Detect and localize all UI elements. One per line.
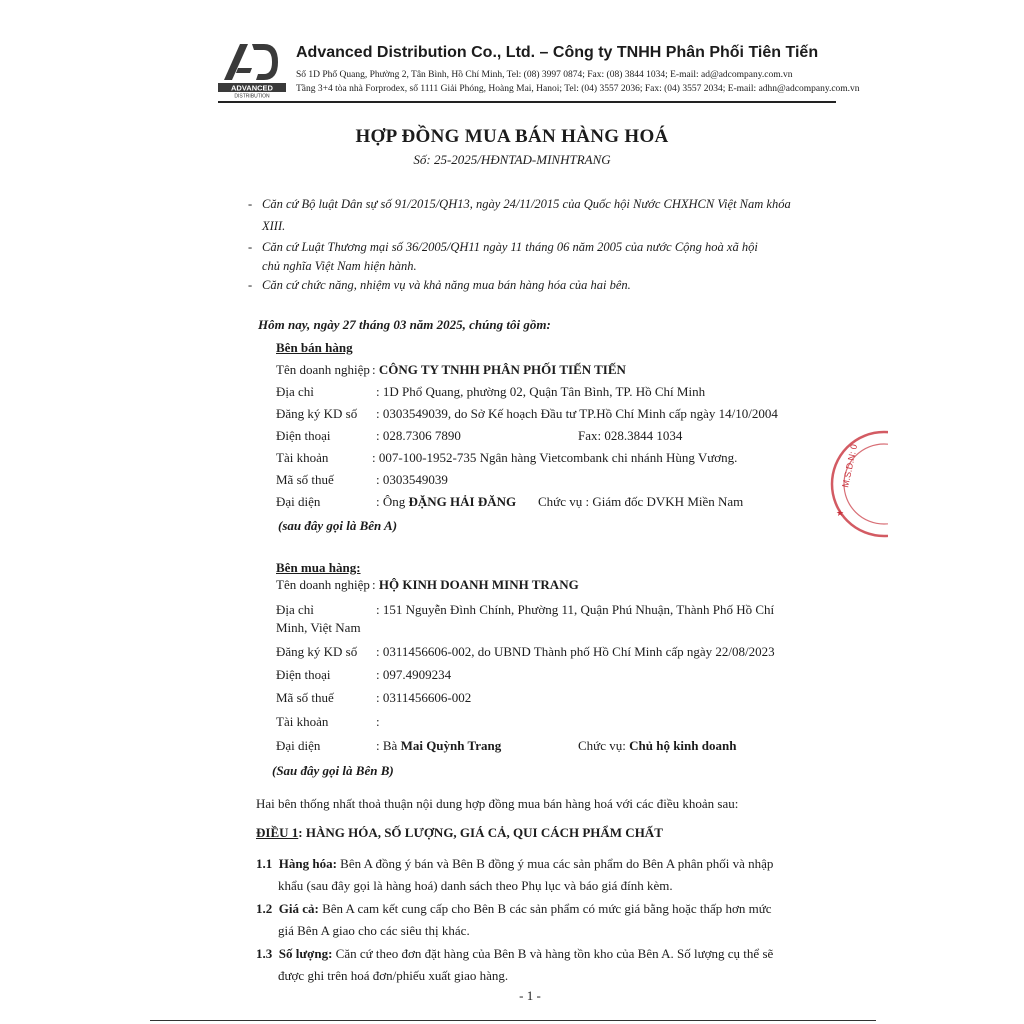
buyer-alias: (Sau đây gọi là Bên B) [272, 763, 394, 778]
buyer-address: : 151 Nguyễn Đình Chính, Phường 11, Quận Phú Nhuận, Thành Phố Hồ Chí [376, 602, 775, 617]
seller-name-label: Tên doanh nghiệp [276, 362, 370, 377]
buyer-heading: Bên mua hàng: [276, 560, 361, 575]
svg-text:DISTRIBUTION: DISTRIBUTION [234, 93, 270, 98]
seller-name: : CÔNG TY TNHH PHÂN PHỐI TIẾN TIẾN [372, 362, 626, 377]
clause-1-3-cont: được ghi trên hoá đơn/phiếu xuất giao hàng. [278, 968, 509, 983]
seller-phone-label: Điện thoại [276, 428, 331, 443]
agreement-statement: Hai bên thống nhất thoả thuận nội dung hợp đồng mua bán hàng hoá với các điều khoản sau: [256, 796, 739, 811]
buyer-tax-label: Mã số thuế [276, 690, 334, 705]
document-title: HỢP ĐỒNG MUA BÁN HÀNG HOÁ [355, 126, 669, 147]
seller-reg-label: Đăng ký KD số [276, 406, 358, 421]
clause-1-2-cont: giá Bên A giao cho các siêu thị khác. [278, 923, 470, 938]
seller-rep-label: Đại diện [276, 494, 321, 509]
buyer-reg-label: Đăng ký KD số [276, 644, 358, 659]
seller-rep: : Ông ĐẶNG HẢI ĐĂNG [376, 494, 517, 509]
clause-1-3: 1.3 Số lượng: Căn cứ theo đơn đặt hàng của Bên B và hàng tồn kho của Bên A. Số lượng cụ thể sẽ [256, 946, 774, 961]
buyer-rep-label: Đại diện [276, 738, 321, 753]
buyer-position: Chức vụ: Chủ hộ kinh doanh [578, 738, 737, 753]
article-1-heading: ĐIỀU 1: HÀNG HÓA, SỐ LƯỢNG, GIÁ CẢ, QUI CÁCH PHẨM CHẤT [256, 825, 663, 840]
buyer-address-label: Địa chỉ [276, 602, 314, 617]
company-address-line: Tầng 3+4 tòa nhà Forprodex, số 1111 Giải Phóng, Hoàng Mai, Hanoi; Tel: (04) 3557 2036; Fax: (04) 3557 2034; E-mail: adhn@adcompany.com.vn [296, 84, 860, 94]
header-divider [218, 101, 836, 103]
seller-tax-label: Mã số thuế [276, 472, 334, 487]
footer-divider [150, 1020, 876, 1021]
buyer-tax: : 0311456606-002 [376, 690, 472, 705]
basis-item-cont: chủ nghĩa Việt Nam hiện hành. [262, 259, 417, 273]
seller-heading: Bên bán hàng [276, 340, 353, 355]
red-stamp-fragment [808, 430, 888, 540]
buyer-phone: : 097.4909234 [376, 667, 452, 682]
buyer-name: : HỘ KINH DOANH MINH TRANG [372, 577, 579, 592]
basis-item: - Căn cứ chức năng, nhiệm vụ và khả năng mua bán hàng hóa của hai bên. [248, 278, 631, 292]
contract-date-line: Hôm nay, ngày 27 tháng 03 năm 2025, chúng tôi gồm: [258, 317, 551, 332]
buyer-reg: : 0311456606-002, do UBND Thành phố Hồ Chí Minh cấp ngày 22/08/2023 [376, 644, 775, 659]
buyer-phone-label: Điện thoại [276, 667, 331, 682]
buyer-account-label: Tài khoản [276, 714, 329, 729]
seller-account: : 007-100-1952-735 Ngân hàng Vietcombank chi nhánh Hùng Vương. [372, 450, 738, 465]
company-title: Advanced Distribution Co., Ltd. – Công ty TNHH Phân Phối Tiên Tiến [296, 44, 819, 61]
seller-reg: : 0303549039, do Sở Kế hoạch Đầu tư TP.Hồ Chí Minh cấp ngày 14/10/2004 [376, 406, 778, 421]
buyer-rep: : Bà Mai Quỳnh Trang [376, 738, 502, 753]
page-number: - 1 - [519, 988, 541, 1003]
clause-1-1: 1.1 Hàng hóa: Bên A đồng ý bán và Bên B đồng ý mua các sản phẩm do Bên A phân phối và nhập [256, 856, 774, 871]
seller-tax: : 0303549039 [376, 472, 448, 487]
seller-address-label: Địa chỉ [276, 384, 314, 399]
company-address-line: Số 1D Phổ Quang, Phường 2, Tân Bình, Hồ Chí Minh, Tel: (08) 3997 0874; Fax: (08) 3844 1034; E-mail: ad@adcompany.com.vn [296, 70, 793, 80]
buyer-name-label: Tên doanh nghiệp [276, 577, 370, 592]
basis-item: - Căn cứ Luật Thương mại số 36/2005/QH11 ngày 11 tháng 06 năm 2005 của nước Cộng hoà xã hội [248, 240, 758, 254]
seller-fax: Fax: 028.3844 1034 [578, 428, 683, 443]
seller-alias: (sau đây gọi là Bên A) [278, 518, 398, 533]
basis-item: - Căn cứ Bộ luật Dân sự số 91/2015/QH13, ngày 24/11/2015 của Quốc hội Nước CHXHCN Việt Nam khóa [248, 197, 791, 211]
seller-phone: : 028.7306 7890 [376, 428, 461, 443]
buyer-address-cont: Minh, Việt Nam [276, 620, 361, 635]
clause-1-2: 1.2 Giá cả: Bên A cam kết cung cấp cho Bên B các sản phẩm có mức giá bằng hoặc thấp hơn mức [256, 901, 772, 916]
clause-1-1-cont: khẩu (sau đây gọi là hàng hoá) danh sách theo Phụ lục và báo giá đính kèm. [278, 878, 673, 893]
buyer-account: : [376, 714, 380, 729]
seller-position: Chức vụ : Giám đốc DVKH Miền Nam [538, 494, 744, 509]
company-logo [218, 40, 286, 98]
basis-item-cont: XIII. [262, 219, 286, 233]
document-number: Số: 25-2025/HĐNTAD-MINHTRANG [413, 152, 611, 167]
seller-account-label: Tài khoản [276, 450, 329, 465]
svg-text:★: ★ [836, 508, 845, 518]
svg-text:M.S.D.N: 0: M.S.D.N: 0 [840, 443, 860, 489]
svg-text:ADVANCED: ADVANCED [231, 83, 273, 93]
seller-address: : 1D Phổ Quang, phường 02, Quận Tân Bình, TP. Hồ Chí Minh [376, 384, 706, 399]
